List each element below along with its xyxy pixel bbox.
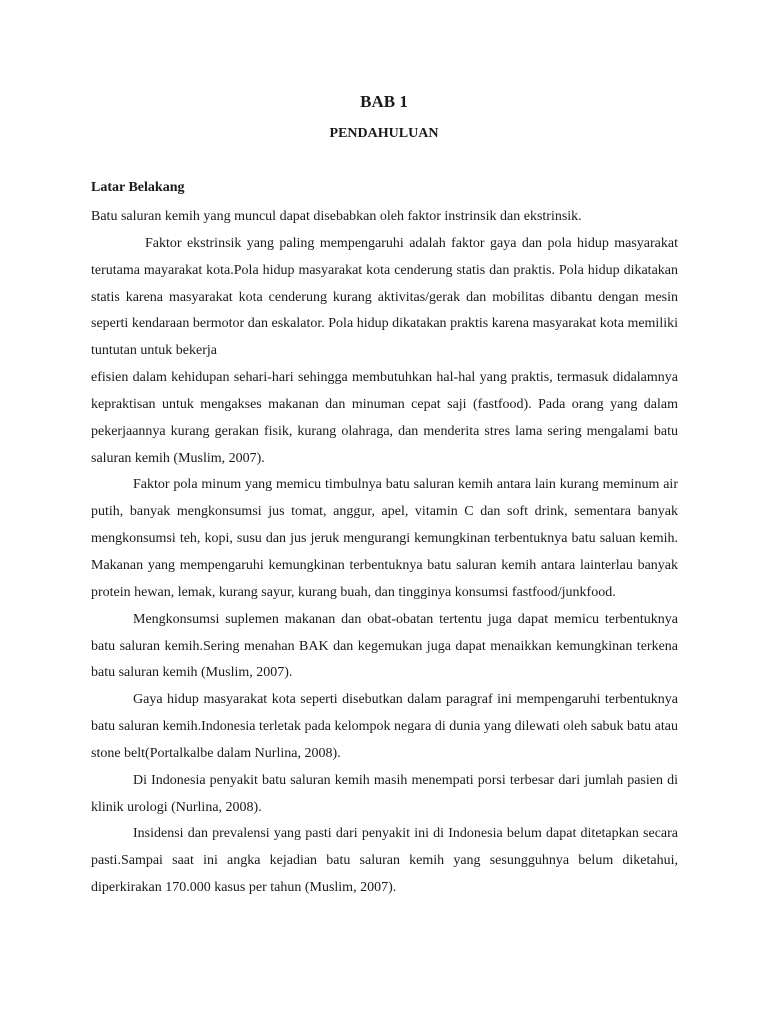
paragraph: Faktor ekstrinsik yang paling mempengaruhi adalah faktor gaya dan pola hidup masyarakat terutama mayarakat kota.Pola hidup masyarakat kota cenderung statis dan praktis. Pola hidup dikatakan statis karena masyarakat kota cenderung kurang aktivitas/gerak dan mobilitas dibantu dengan mesin seperti kendaraan bermotor dan eskalator. Pola hidup dikatakan praktis karena masyarakat kota memiliki tuntutan untuk bekerja — [91, 235, 678, 359]
chapter-heading: BAB 1 — [360, 92, 408, 111]
paragraph: efisien dalam kehidupan sehari-hari sehingga membutuhkan hal-hal yang praktis, termasuk didalamnya kepraktisan untuk mengakses makanan dan minuman cepat saji (fastfood). Pada orang yang dalam pekerjaannya kurang gerakan fisik, kurang olahraga, dan menderita stres lama sering mengalami batu saluran kemih (Muslim, 2007). — [91, 370, 678, 466]
section-heading: Latar Belakang — [91, 180, 185, 195]
paragraph: Mengkonsumsi suplemen makanan dan obat-obatan tertentu juga dapat memicu terbentuknya batu saluran kemih.Sering menahan BAK dan kegemukan juga dapat menaikkan kemungkinan terkena batu saluran kemih (Muslim, 2007). — [91, 611, 678, 681]
paragraph: Insidensi dan prevalensi yang pasti dari penyakit ini di Indonesia belum dapat ditetapkan secara pasti.Sampai saat ini angka kejadian batu saluran kemih yang sesungguhnya belum diketahui, diperkirakan 170.000 kasus per tahun (Muslim, 2007). — [91, 826, 678, 896]
chapter-title: PENDAHULUAN — [329, 126, 439, 141]
paragraph: Batu saluran kemih yang muncul dapat disebabkan oleh faktor instrinsik dan ekstrinsik. — [91, 209, 582, 224]
paragraph: Di Indonesia penyakit batu saluran kemih masih menempati porsi terbesar dari jumlah pasien di klinik urologi (Nurlina, 2008). — [91, 772, 678, 815]
body-text — [91, 204, 678, 902]
paragraph: Gaya hidup masyarakat kota seperti disebutkan dalam paragraf ini mempengaruhi terbentuknya batu saluran kemih.Indonesia terletak pada kelompok negara di dunia yang dilewati oleh sabuk batu atau stone belt(Portalkalbe dalam Nurlina, 2008). — [91, 692, 678, 761]
paragraph: Faktor pola minum yang memicu timbulnya batu saluran kemih antara lain kurang meminum air putih, banyak mengkonsumsi jus tomat, anggur, apel, vitamin C dan soft drink, sementara banyak mengkonsumsi teh, kopi, susu dan jus jeruk mengurangi kemungkinan terbentuknya batu saluan kemih. Makanan yang mempengaruhi kemungkinan terbentuknya batu saluran kemih antara lainterlau banyak protein hewan, lemak, kurang sayur, kurang buah, dan tingginya konsumsi fastfood/junkfood. — [91, 477, 678, 600]
